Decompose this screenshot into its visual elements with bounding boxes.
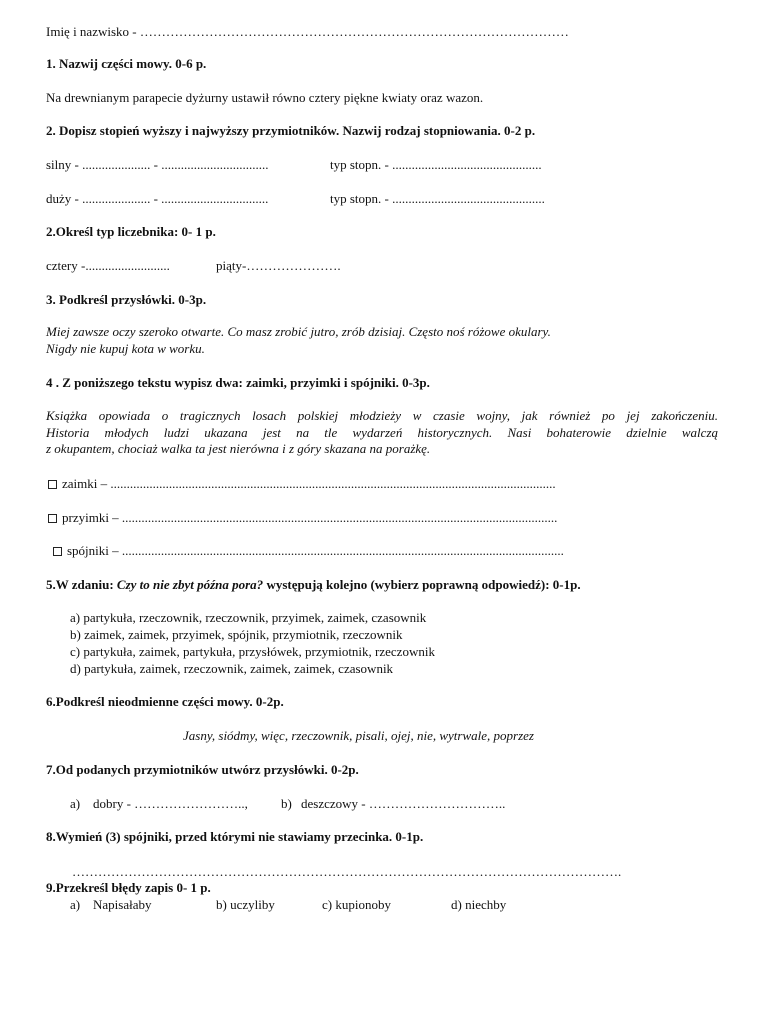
q5-option-d[interactable]: d) partykuła, zaimek, rzeczownik, zaimek, zaimek, czasownik	[70, 661, 394, 676]
q2b-left[interactable]: cztery -..........................	[46, 258, 170, 273]
name-label: Imię i nazwisko -	[46, 24, 140, 39]
q2b-right[interactable]: piąty-………………….	[216, 258, 341, 273]
q8-answer-line[interactable]: ……………………………………………………………………………………………………………….	[72, 864, 622, 879]
q2a-row1-left[interactable]: silny - ..................... - .................................	[46, 157, 269, 172]
q6-words: Jasny, siódmy, więc, rzeczownik, pisali, ojej, nie, wytrwale, poprzez	[183, 728, 534, 743]
checkbox-icon	[53, 547, 62, 556]
q5-title	[46, 577, 581, 593]
q1-sentence: Na drewnianym parapecie dyżurny ustawił równo cztery piękne kwiaty oraz wazon.	[46, 90, 484, 105]
name-line	[46, 24, 569, 40]
q9-a-label: a)	[70, 897, 81, 912]
q2a-title: 2. Dopisz stopień wyższy i najwyższy przymiotników. Nazwij rodzaj stopniowania. 0-2 p.	[46, 123, 536, 138]
q7-b-answer[interactable]: deszczowy - …………………………..	[301, 796, 506, 811]
q5-title-end: występują kolejno (wybierz poprawną odpowiedź): 0-1p.	[263, 577, 581, 592]
q3-line2: Nigdy nie kupuj kota w worku.	[46, 341, 205, 356]
q4-zaimki-row	[48, 476, 556, 492]
q3-title: 3. Podkreśl przysłówki. 0-3p.	[46, 292, 207, 307]
q9-d-word[interactable]: d) niechby	[451, 897, 507, 912]
q7-a-answer[interactable]: dobry - ……………………..,	[93, 796, 248, 811]
q5-title-start: 5.W zdaniu:	[46, 577, 117, 592]
q4-zaimki[interactable]: zaimki – .........................................................................................................................................	[62, 476, 556, 491]
q9-title: 9.Przekreśl błędy zapis 0- 1 p.	[46, 880, 211, 895]
q3-line1: Miej zawsze oczy szeroko otwarte. Co masz zrobić jutro, zrób dzisiaj. Często noś różowe okulary.	[46, 324, 551, 339]
q5-option-a[interactable]: a) partykuła, rzeczownik, rzeczownik, przyimek, zaimek, czasownik	[70, 610, 427, 625]
q8-title: 8.Wymień (3) spójniki, przed którymi nie stawiamy przecinka. 0-1p.	[46, 829, 424, 844]
q2a-row2-left[interactable]: duży - ..................... - .................................	[46, 191, 269, 206]
q4-przyimki[interactable]: przyimki – ......................................................................................................................................	[62, 510, 558, 525]
q9-c-word[interactable]: c) kupionoby	[322, 897, 391, 912]
q4-text-line3: z okupantem, chociaż walka ta jest nierówna i z góry skazana na porażkę.	[46, 441, 431, 456]
q5-title-sentence: Czy to nie zbyt późna pora?	[116, 577, 264, 592]
q4-spojniki[interactable]: spójniki – ........................................................................................................................................	[67, 543, 564, 558]
q4-text-line1: Książka opowiada o tragicznych losach polskiej młodzieży w czasie wojny, jak również po jej zakończeniu.	[46, 408, 718, 423]
q4-przyimki-row	[48, 510, 557, 526]
q9-b-word[interactable]: b) uczyliby	[216, 897, 275, 912]
q5-option-b[interactable]: b) zaimek, zaimek, przyimek, spójnik, przymiotnik, rzeczownik	[70, 627, 403, 642]
q7-b-label: b)	[281, 796, 292, 811]
checkbox-icon	[48, 480, 57, 489]
q1-title: 1. Nazwij części mowy. 0-6 p.	[46, 56, 207, 71]
q9-a-word[interactable]: Napisałaby	[93, 897, 152, 912]
q4-title: 4 . Z poniższego tekstu wypisz dwa: zaimki, przyimki i spójniki. 0-3p.	[46, 375, 430, 390]
q6-title: 6.Podkreśl nieodmienne części mowy. 0-2p.	[46, 694, 284, 709]
q4-spojniki-row	[53, 543, 564, 559]
q7-a-label: a)	[70, 796, 81, 811]
name-field[interactable]: ………………………………………………………………………………………	[139, 24, 569, 39]
q2a-row1-right[interactable]: typ stopn. - ..............................................	[330, 157, 542, 172]
q7-title: 7.Od podanych przymiotników utwórz przysłówki. 0-2p.	[46, 762, 359, 777]
checkbox-icon	[48, 514, 57, 523]
q4-text	[46, 408, 718, 458]
q2b-title: 2.Określ typ liczebnika: 0- 1 p.	[46, 224, 216, 239]
q5-option-c[interactable]: c) partykuła, zaimek, partykuła, przysłówek, przymiotnik, rzeczownik	[70, 644, 435, 659]
q2a-row2-right[interactable]: typ stopn. - ...............................................	[330, 191, 545, 206]
q4-text-line2: Historia młodych ludzi ukazana jest na tle wydarzeń historycznych. Nasi bohaterowie dzielnie walczą	[46, 424, 718, 440]
